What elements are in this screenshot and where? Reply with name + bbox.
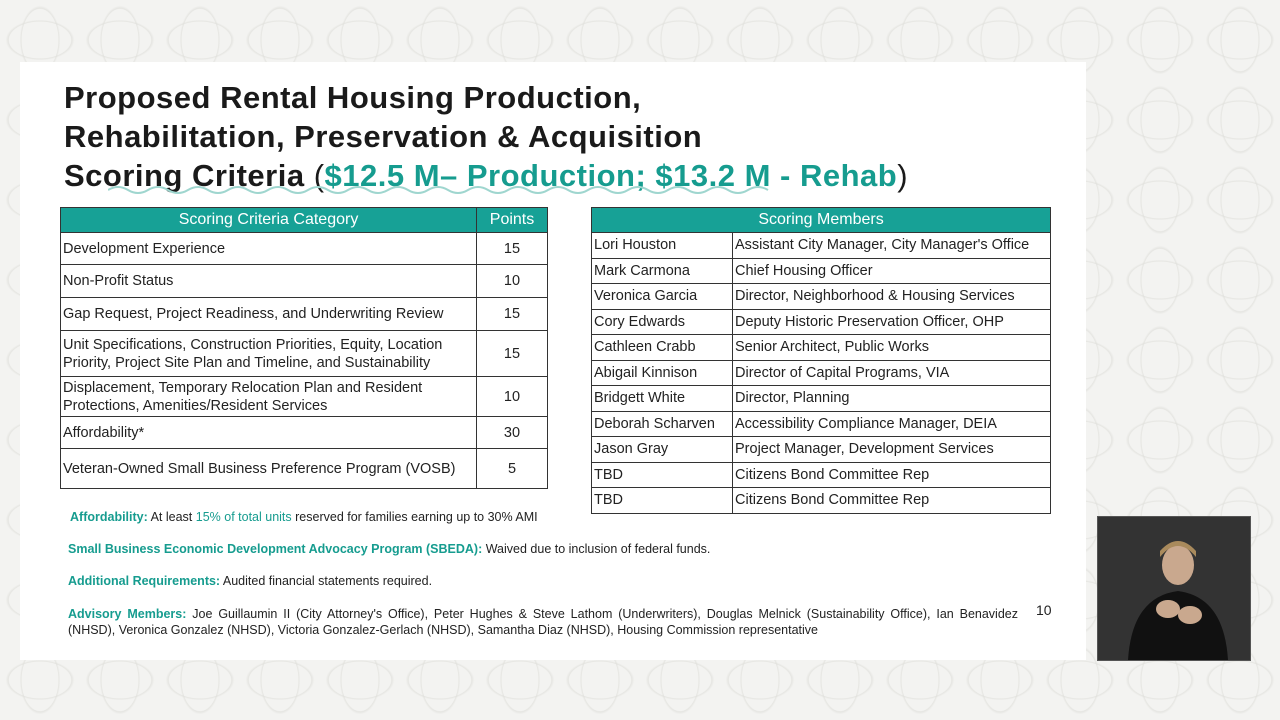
table-row [592,284,1051,310]
title-underline-squiggle [108,184,778,196]
sign-language-interpreter-video [1097,516,1251,661]
criteria-header-row [61,208,548,233]
members-header-row [592,208,1051,233]
member-role: Director, Planning [733,386,1051,412]
table-row [592,488,1051,514]
criteria-category: Development Experience [61,233,477,265]
member-role: Citizens Bond Committee Rep [733,488,1051,514]
criteria-points: 15 [477,233,548,265]
criteria-category: Displacement, Temporary Relocation Plan and Resident Protections, Amenities/Resident Services [61,377,477,417]
member-name: Deborah Scharven [592,411,733,437]
criteria-header-category: Scoring Criteria Category [61,208,477,233]
affordability-label: Affordability: [70,510,148,524]
table-row [61,331,548,377]
table-row [61,449,548,489]
advisory-text: Joe Guillaumin II (City Attorney's Office), Peter Hughes & Steve Lathom (Underwriters), Douglas Melnick (Sustainability Office), Ian Benavidez (NHSD), Veronica Gonzalez (NHSD), Victoria Gonzalez-Gerlach (NHSD), Samantha Diaz (NHSD), Housing Commission representative [68,607,1018,637]
criteria-points: 30 [477,417,548,449]
interpreter-figure-icon [1098,517,1250,660]
table-row [592,386,1051,412]
member-role: Project Manager, Development Services [733,437,1051,463]
criteria-table [60,207,548,489]
advisory-label: Advisory Members: [68,607,187,621]
table-row [592,411,1051,437]
member-role: Accessibility Compliance Manager, DEIA [733,411,1051,437]
criteria-points: 10 [477,265,548,298]
member-name: Cathleen Crabb [592,335,733,361]
sbeda-label: Small Business Economic Development Advocacy Program (SBEDA): [68,542,483,556]
title-line-2: Rehabilitation, Preservation & Acquisition [64,119,703,154]
title-paren-open: ( [313,158,325,193]
criteria-points: 10 [477,377,548,417]
member-name: Lori Houston [592,233,733,259]
affordability-post: reserved for families earning up to 30% AMI [295,510,538,524]
table-row [592,462,1051,488]
page-number: 10 [1036,602,1052,618]
table-row [61,417,548,449]
member-name: Bridgett White [592,386,733,412]
criteria-category: Unit Specifications, Construction Priorities, Equity, Location Priority, Project Site Plan and Timeline, and Sustainability [61,331,477,377]
slide-title [64,78,1024,195]
additional-text: Audited financial statements required. [222,574,433,588]
member-name: TBD [592,462,733,488]
sbeda-note [68,542,710,556]
members-table [591,207,1051,514]
affordability-note [70,510,538,524]
table-row [61,298,548,331]
table-row [61,265,548,298]
member-name: TBD [592,488,733,514]
members-header: Scoring Members [592,208,1051,233]
additional-label: Additional Requirements: [68,574,221,588]
criteria-category: Veteran-Owned Small Business Preference Program (VOSB) [61,449,477,489]
table-row [592,258,1051,284]
additional-requirements-note [68,574,432,588]
advisory-members-note [68,606,1018,638]
member-role: Assistant City Manager, City Manager's Office [733,233,1051,259]
member-name: Abigail Kinnison [592,360,733,386]
member-role: Director, Neighborhood & Housing Services [733,284,1051,310]
member-name: Cory Edwards [592,309,733,335]
member-role: Chief Housing Officer [733,258,1051,284]
table-row [592,309,1051,335]
sbeda-text: Waived due to inclusion of federal funds. [485,542,711,556]
member-name: Jason Gray [592,437,733,463]
title-line-1: Proposed Rental Housing Production, [64,80,642,115]
criteria-category: Affordability* [61,417,477,449]
criteria-category: Non-Profit Status [61,265,477,298]
title-paren-close: ) [897,158,909,193]
criteria-points: 15 [477,298,548,331]
table-row [592,233,1051,259]
table-row [592,360,1051,386]
member-role: Deputy Historic Preservation Officer, OHP [733,309,1051,335]
title-scoring-criteria: Scoring Criteria [64,158,305,193]
member-name: Veronica Garcia [592,284,733,310]
criteria-points: 5 [477,449,548,489]
table-row [61,377,548,417]
criteria-category: Gap Request, Project Readiness, and Underwriting Review [61,298,477,331]
member-role: Senior Architect, Public Works [733,335,1051,361]
affordability-highlight: 15% of total units [195,510,292,524]
member-name: Mark Carmona [592,258,733,284]
member-role: Director of Capital Programs, VIA [733,360,1051,386]
table-row [592,437,1051,463]
criteria-points: 15 [477,331,548,377]
table-row [61,233,548,265]
member-role: Citizens Bond Committee Rep [733,462,1051,488]
criteria-header-points: Points [477,208,548,233]
affordability-pre: At least [150,510,193,524]
title-funding: $12.5 M– Production; $13.2 M - Rehab [324,158,898,193]
table-row [592,335,1051,361]
